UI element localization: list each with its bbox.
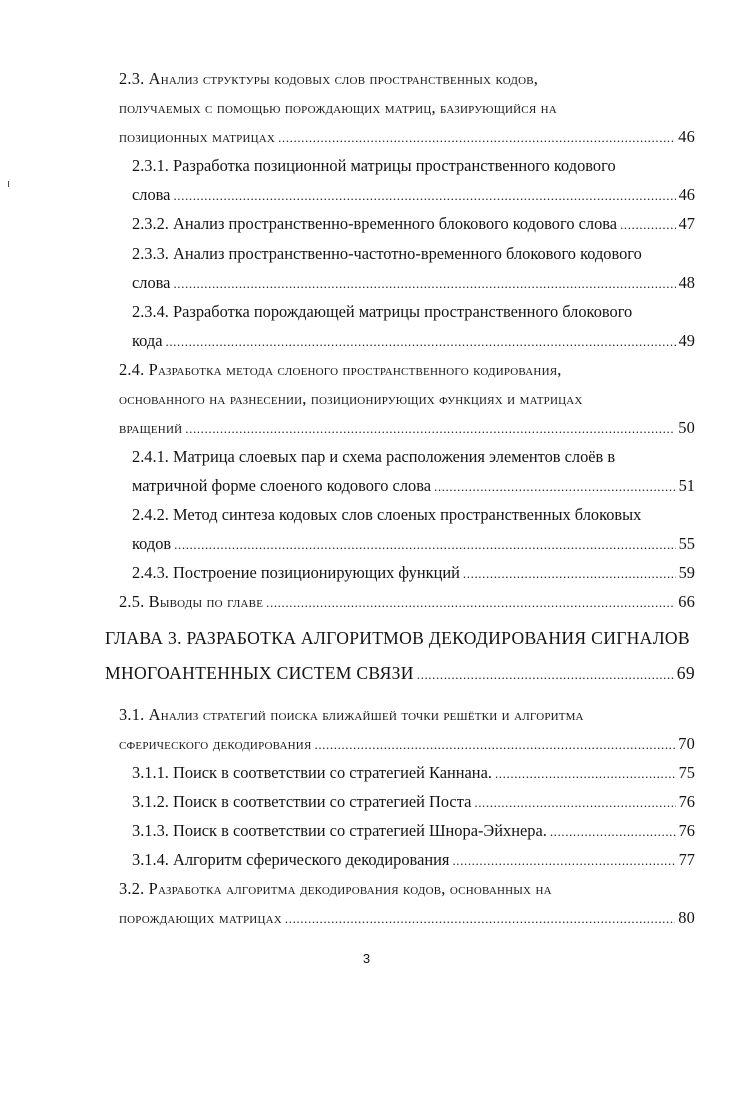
toc-entry-text: получаемых с помощью порождающих матриц, базирующийся на xyxy=(119,98,557,117)
toc-entry-text: сферического декодирования xyxy=(119,734,312,753)
toc-entry-2-3-3[interactable] xyxy=(132,244,695,264)
toc-page-number: 48 xyxy=(678,273,695,292)
toc-entry-3-1-3[interactable] xyxy=(132,821,695,842)
toc-entry-2-3-1[interactable] xyxy=(132,156,695,176)
toc-page-number: 76 xyxy=(678,792,695,811)
dot-leader xyxy=(314,735,675,755)
dot-leader xyxy=(550,822,676,842)
toc-entry-text: 3.1. Анализ стратегий поиска ближайшей точки решётки и алгоритма xyxy=(119,705,584,724)
toc-page-number: 50 xyxy=(678,418,695,437)
dot-leader xyxy=(278,128,675,148)
toc-entry-3-1-1[interactable] xyxy=(132,763,695,784)
toc-entry-3-2-end[interactable] xyxy=(119,908,695,929)
toc-page-number: 77 xyxy=(678,850,695,869)
toc-entry-2-3[interactable] xyxy=(119,69,695,89)
toc-entry-3-2[interactable] xyxy=(119,879,695,899)
dot-leader xyxy=(474,793,675,813)
toc-page-number: 66 xyxy=(678,592,695,611)
toc-page-number: 76 xyxy=(678,821,695,840)
toc-page-number: 55 xyxy=(678,534,695,553)
toc-entry-text: 3.1.3. Поиск в соответствии со стратегией Шнора-Эйхнера. xyxy=(132,821,547,840)
toc-entry-text: 3.2. Разработка алгоритма декодирования кодов, основанных на xyxy=(119,879,552,898)
toc-entry-2-3-cont[interactable] xyxy=(119,98,695,118)
toc-entry-2-4[interactable] xyxy=(119,360,695,380)
toc-page-number: 47 xyxy=(678,214,695,233)
toc-entry-2-3-3-end[interactable] xyxy=(132,273,695,294)
toc-entry-2-3-2[interactable] xyxy=(132,214,695,235)
dot-leader xyxy=(434,477,676,497)
dot-leader xyxy=(463,564,676,584)
toc-entry-text: 2.3.1. Разработка позиционной матрицы пространственного кодового xyxy=(132,156,616,175)
toc-entry-text: кода xyxy=(132,331,163,350)
toc-entry-text: кодов xyxy=(132,534,172,553)
dot-leader xyxy=(417,665,674,685)
toc-page-number: 75 xyxy=(678,763,695,782)
toc-entry-text: 2.3. Анализ структуры кодовых слов пространственных кодов, xyxy=(119,69,539,88)
dot-leader xyxy=(173,186,675,206)
toc-entry-text: слова xyxy=(132,185,171,204)
dot-leader xyxy=(185,419,675,439)
toc-entry-2-4-cont[interactable] xyxy=(119,389,695,409)
toc-entry-2-3-end[interactable] xyxy=(119,127,695,148)
dot-leader xyxy=(173,274,675,294)
toc-page-number: 49 xyxy=(678,331,695,350)
toc-entry-2-5[interactable] xyxy=(119,592,695,613)
toc-chapter-text: МНОГОАНТЕННЫХ СИСТЕМ СВЯЗИ xyxy=(105,663,414,683)
toc-entry-text: основанного на разнесении, позиционирующих функциях и матрицах xyxy=(119,389,583,408)
toc-page-number: 70 xyxy=(678,734,695,753)
toc-entry-text: 2.5. Выводы по главе xyxy=(119,592,264,611)
toc-entry-3-1-4[interactable] xyxy=(132,850,695,871)
toc-page-number: 69 xyxy=(676,663,695,683)
toc-entry-text: 2.4. Разработка метода слоеного пространственного кодирования, xyxy=(119,360,562,379)
toc-entry-2-4-3[interactable] xyxy=(132,563,695,584)
toc-entry-2-3-1-end[interactable] xyxy=(132,185,695,206)
dot-leader xyxy=(165,332,675,352)
toc-page-number: 59 xyxy=(678,563,695,582)
toc-entry-2-4-1[interactable] xyxy=(132,447,695,467)
toc-entry-3-1[interactable] xyxy=(119,705,695,725)
toc-page-number: 46 xyxy=(678,127,695,146)
toc-entry-text: 2.3.2. Анализ пространственно-временного блокового кодового слова xyxy=(132,214,618,233)
toc-entry-2-4-2-end[interactable] xyxy=(132,534,695,555)
toc-entry-text: 2.3.3. Анализ пространственно-частотно-временного блокового кодового xyxy=(132,244,642,263)
toc-entry-2-3-4[interactable] xyxy=(132,302,695,322)
toc-entry-text: порождающих матрицах xyxy=(119,908,282,927)
toc-entry-text: 2.4.2. Метод синтеза кодовых слов слоеных пространственных блоковых xyxy=(132,505,642,524)
toc-chapter-text: ГЛАВА 3. РАЗРАБОТКА АЛГОРИТМОВ ДЕКОДИРОВАНИЯ СИГНАЛОВ xyxy=(105,628,690,648)
toc-entry-text: позиционных матрицах xyxy=(119,127,276,146)
toc-page-number: 51 xyxy=(678,476,695,495)
toc-entry-text: 2.4.3. Построение позиционирующих функций xyxy=(132,563,460,582)
toc-entry-text: 3.1.2. Поиск в соответствии со стратегией Поста xyxy=(132,792,472,811)
toc-entry-3-1-end[interactable] xyxy=(119,734,695,755)
page-number: 3 xyxy=(362,951,371,966)
toc-entry-text: 2.3.4. Разработка порождающей матрицы пространственного блокового xyxy=(132,302,633,321)
dot-leader xyxy=(495,764,676,784)
toc-entry-3-1-2[interactable] xyxy=(132,792,695,813)
toc-entry-text: матричной форме слоеного кодового слова xyxy=(132,476,431,495)
toc-entry-text: 3.1.4. Алгоритм сферического декодирования xyxy=(132,850,450,869)
toc-chapter-3-end[interactable] xyxy=(105,663,695,685)
toc-entry-2-4-end[interactable] xyxy=(119,418,695,439)
toc-page-number: 46 xyxy=(678,185,695,204)
dot-leader xyxy=(266,593,675,613)
toc-entry-text: 2.4.1. Матрица слоевых пар и схема расположения элементов слоёв в xyxy=(132,447,616,466)
scan-artifact-mark xyxy=(8,181,9,187)
toc-entry-2-4-2[interactable] xyxy=(132,505,695,525)
toc-page-number: 80 xyxy=(678,908,695,927)
dot-leader xyxy=(452,851,675,871)
dot-leader xyxy=(285,909,675,929)
toc-entry-text: слова xyxy=(132,273,171,292)
toc-entry-text: вращений xyxy=(119,418,183,437)
dot-leader xyxy=(174,535,675,555)
dot-leader xyxy=(620,215,676,235)
toc-entry-2-4-1-end[interactable] xyxy=(132,476,695,497)
toc-entry-text: 3.1.1. Поиск в соответствии со стратегией Каннана. xyxy=(132,763,492,782)
toc-entry-2-3-4-end[interactable] xyxy=(132,331,695,352)
toc-chapter-3[interactable] xyxy=(105,628,695,648)
